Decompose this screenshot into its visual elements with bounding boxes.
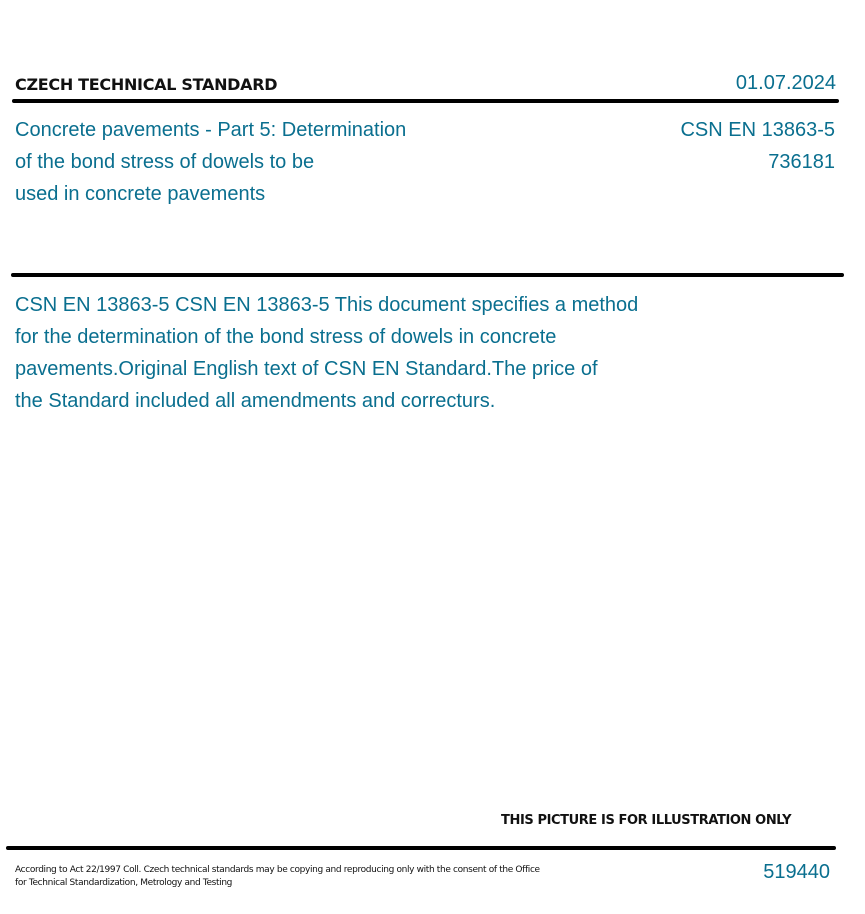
description-line: CSN EN 13863-5 CSN EN 13863-5 This document specifies a method (15, 294, 639, 316)
section-divider (11, 273, 844, 277)
classification-number: 736181 (768, 151, 835, 173)
publication-date: 01.07.2024 (735, 72, 836, 94)
legal-notice-line: According to Act 22/1997 Coll. Czech technical standards may be copying and reproducing only with the consent of the Office (15, 865, 540, 875)
standard-code: CSN EN 13863-5 (680, 119, 835, 141)
description-line: for the determination of the bond stress of dowels in concrete (15, 326, 557, 348)
legal-notice (15, 864, 540, 890)
header-divider (12, 99, 839, 103)
standard-title-line: Concrete pavements - Part 5: Determination (15, 119, 407, 141)
standard-type-label: CZECH TECHNICAL STANDARD (15, 75, 278, 94)
legal-notice-line: for Technical Standardization, Metrology and Testing (15, 878, 233, 888)
standard-title-line: of the bond stress of dowels to be (15, 151, 315, 173)
standard-title-line: used in concrete pavements (15, 183, 266, 205)
description-line: pavements.Original English text of CSN EN Standard.The price of (15, 358, 598, 380)
standard-description (15, 289, 735, 417)
footer-divider (6, 846, 836, 850)
standard-title (15, 114, 455, 210)
document-number: 519440 (763, 861, 830, 883)
standard-identifiers (680, 114, 835, 178)
illustration-notice: THIS PICTURE IS FOR ILLUSTRATION ONLY (501, 813, 792, 828)
description-line: the Standard included all amendments and correcturs. (15, 390, 496, 412)
